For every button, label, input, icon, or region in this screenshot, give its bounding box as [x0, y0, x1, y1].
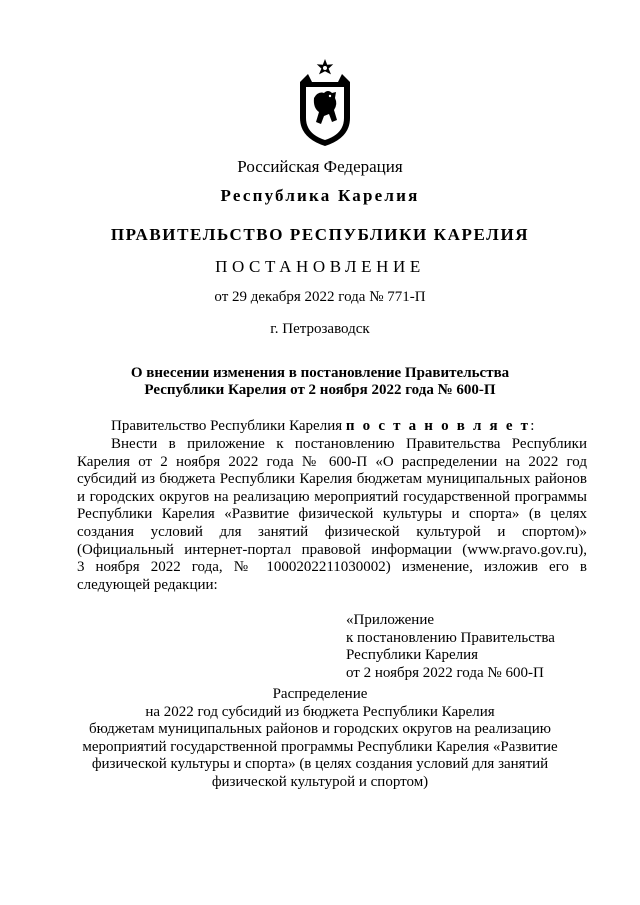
paragraph-line: Внести в приложение к постановлению Правительства Республики [111, 436, 587, 452]
annex-line: Республики Карелия [346, 647, 479, 664]
intro-line [77, 418, 587, 436]
country-heading: Российская Федерация [237, 157, 403, 176]
paragraph-line: следующей редакции: [77, 576, 218, 593]
intro-decides: п о с т а н о в л я е т [345, 418, 531, 434]
document-date-number: от 29 декабря 2022 года № 771-П [214, 289, 426, 305]
paragraph-line: создания условий для занятий физической культурой и спортом)» [77, 523, 587, 540]
annex-line: к постановлению Правительства [346, 629, 555, 646]
intro-colon: : [530, 418, 535, 434]
paragraph-line: и городских округов на реализацию мероприятий государственной программы [77, 488, 587, 505]
distribution-line: бюджетам муниципальных районов и городских округов на реализацию [89, 721, 551, 738]
document-title-line-1: О внесении изменения в постановление Правительства [130, 365, 510, 381]
paragraph-line: (Официальный интернет-портал правовой информации (www.pravo.gov.ru), [77, 541, 587, 558]
paragraph-line: субсидий из бюджета Республики Карелия бюджетам муниципальных районов [77, 471, 587, 488]
document-type-heading: ПОСТАНОВЛЕНИЕ [215, 257, 425, 276]
document-city: г. Петрозаводск [270, 321, 370, 337]
distribution-line: на 2022 год субсидий из бюджета Республики Карелия [145, 703, 495, 720]
distribution-line: физической культурой и спортом) [211, 773, 429, 790]
distribution-line: Распределение [272, 686, 368, 702]
paragraph-line: 3 ноября 2022 года, № 1000202211030002) изменение, изложив его в [77, 559, 587, 576]
karelia-coat-of-arms-icon [294, 58, 356, 148]
annex-line: «Приложение [346, 612, 435, 628]
republic-heading: Республика Карелия [220, 186, 420, 205]
paragraph-line: Карелия от 2 ноября 2022 года № 600-П «О распределении на 2022 год [77, 453, 587, 470]
paragraph-line: Республики Карелия «Развитие физической культуры и спорта» (в целях [77, 506, 587, 523]
distribution-heading [0, 686, 640, 792]
intro-text: Правительство Республики Карелия [111, 418, 346, 434]
main-paragraph [77, 436, 587, 594]
government-heading: ПРАВИТЕЛЬСТВО РЕСПУБЛИКИ КАРЕЛИЯ [110, 225, 530, 244]
annex-line: от 2 ноября 2022 года № 600-П [346, 664, 544, 681]
document-title-line-2: Республики Карелия от 2 ноября 2022 года № 600-П [144, 382, 496, 398]
annex-block [346, 612, 555, 682]
distribution-line: мероприятий государственной программы Республики Карелия «Развитие [82, 738, 558, 755]
distribution-line: физической культуры и спорта» (в целях создания условий для занятий [91, 756, 549, 773]
